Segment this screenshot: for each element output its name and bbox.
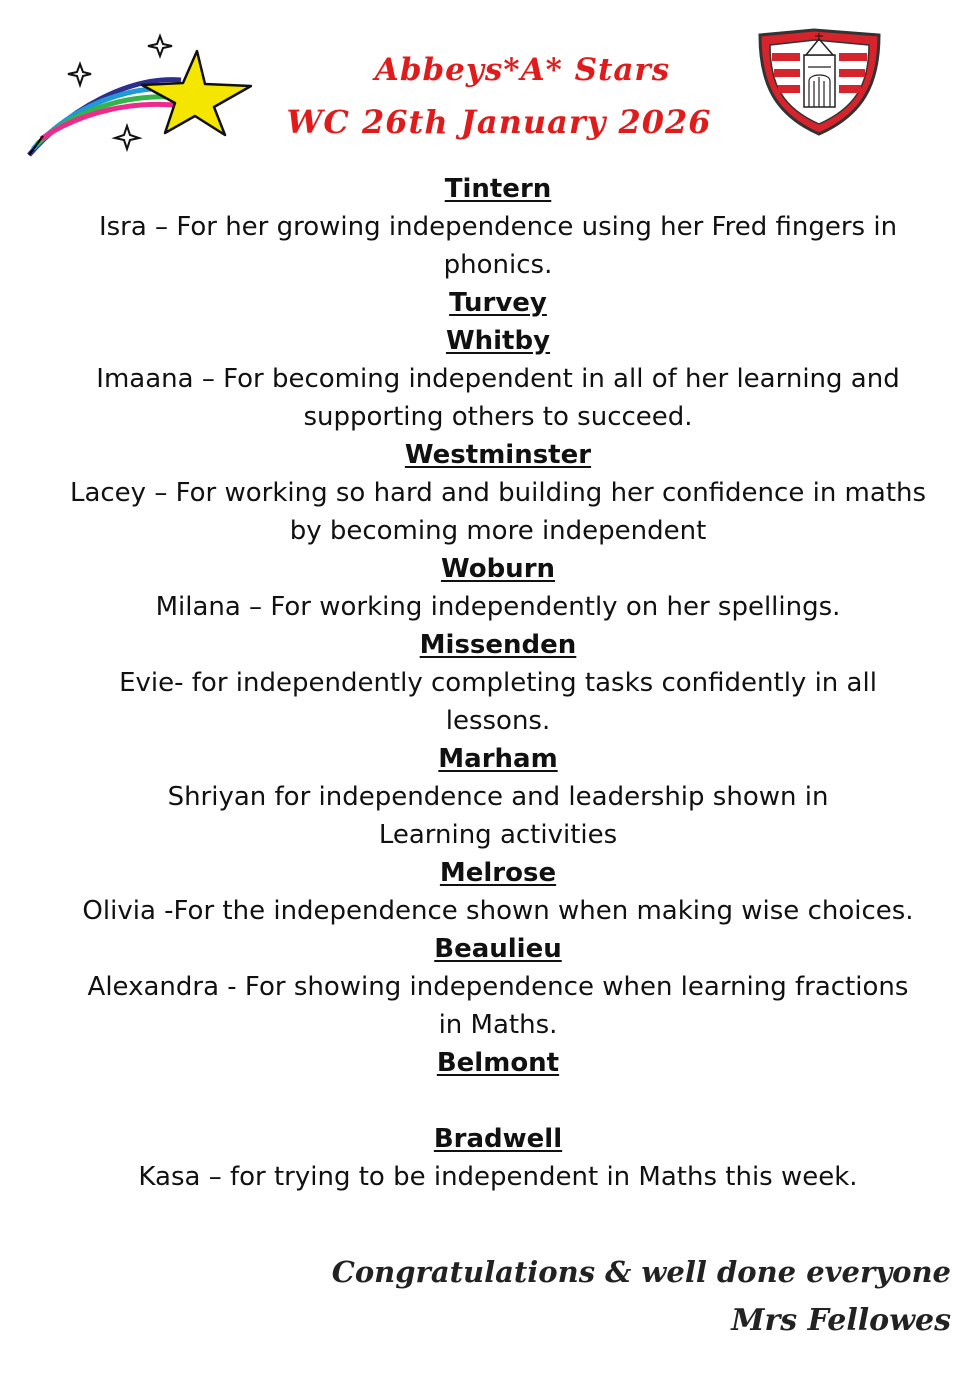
award-text-tintern-line-1: Isra – For her growing independence using her Fred fingers in xyxy=(98,212,898,242)
award-bradwell xyxy=(20,1120,976,1196)
award-missenden xyxy=(20,626,976,740)
award-text-missenden-line-2: lessons. xyxy=(445,706,551,736)
award-text-belmont-empty xyxy=(20,1082,976,1120)
award-text-westminster-line-2: by becoming more independent xyxy=(289,516,707,546)
class-name-belmont: Belmont xyxy=(436,1048,560,1078)
award-text-beaulieu-line-1: Alexandra - For showing independence when learning fractions xyxy=(87,972,909,1002)
poster-title: Abbeys*A* Stars xyxy=(374,52,671,88)
class-name-missenden: Missenden xyxy=(419,630,577,660)
shooting-star-icon xyxy=(25,28,260,163)
award-text-beaulieu-line-2: in Maths. xyxy=(438,1010,558,1040)
award-text-westminster-line-1: Lacey – For working so hard and building her confidence in maths xyxy=(69,478,927,508)
class-name-woburn: Woburn xyxy=(440,554,556,584)
class-name-melrose: Melrose xyxy=(439,858,557,888)
class-name-bradwell: Bradwell xyxy=(433,1124,563,1154)
award-tintern xyxy=(20,170,976,284)
class-name-whitby: Whitby xyxy=(445,326,551,356)
week-commencing-date: WC 26th January 2026 xyxy=(286,103,712,141)
class-name-westminster: Westminster xyxy=(404,440,592,470)
award-text-whitby-line-2: supporting others to succeed. xyxy=(303,402,693,432)
award-text-marham-line-2: Learning activities xyxy=(378,820,618,850)
class-name-marham: Marham xyxy=(438,744,558,774)
award-marham xyxy=(20,740,976,854)
award-woburn xyxy=(20,550,976,626)
award-text-woburn-line-1: Milana – For working independently on her spellings. xyxy=(155,592,841,622)
award-text-whitby-line-1: Imaana – For becoming independent in all of her learning and xyxy=(96,364,900,394)
award-text-missenden-line-1: Evie- for independently completing tasks confidently in all xyxy=(119,668,877,698)
award-text-bradwell-line-1: Kasa – for trying to be independent in Maths this week. xyxy=(138,1162,858,1192)
signature-name: Mrs Fellowes xyxy=(731,1303,951,1338)
congratulations-message: Congratulations & well done everyone xyxy=(331,1255,951,1289)
award-westminster xyxy=(20,436,976,550)
award-melrose xyxy=(20,854,976,930)
award-belmont xyxy=(20,1044,976,1120)
award-beaulieu xyxy=(20,930,976,1044)
award-text-marham-line-1: Shriyan for independence and leadership shown in xyxy=(167,782,829,812)
award-text-melrose-line-1: Olivia -For the independence shown when making wise choices. xyxy=(82,896,914,926)
awards-list xyxy=(20,170,976,1196)
class-name-tintern: Tintern xyxy=(444,174,552,204)
award-whitby xyxy=(20,322,976,436)
class-name-turvey: Turvey xyxy=(449,288,547,318)
award-turvey xyxy=(20,284,976,322)
class-name-beaulieu: Beaulieu xyxy=(434,934,562,964)
award-text-tintern-line-2: phonics. xyxy=(443,250,553,280)
